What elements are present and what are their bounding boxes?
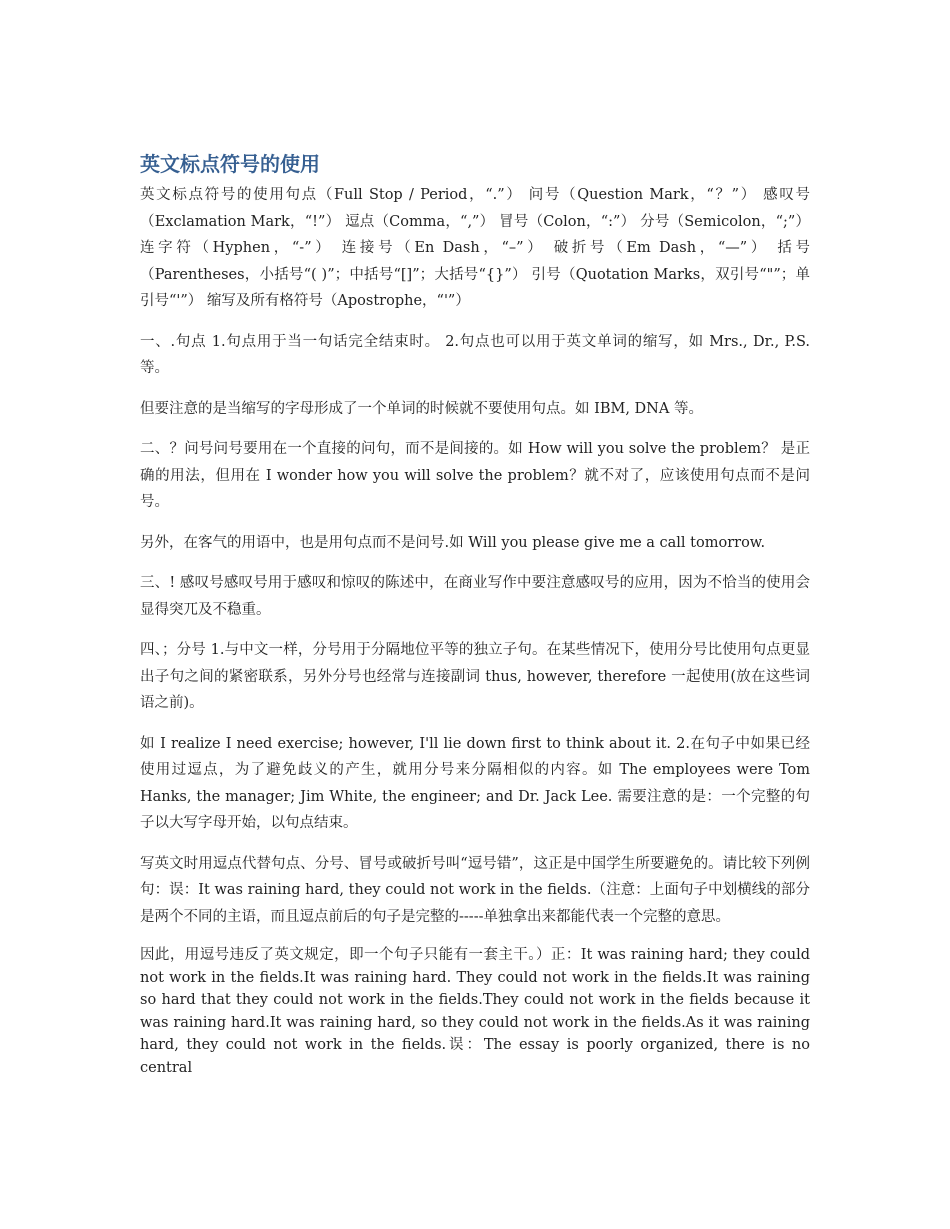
paragraph-intro: 英文标点符号的使用句点（Full Stop / Period，“.”） 问号（Question Mark，“？”） 感叹号（Exclamation Mark，“!”） 逗点（Comma，“,”） 冒号（Colon，“:”） 分号（Semicolon，“;”） 连字符（Hyphen，“-”） 连接号（En Dash，“–”） 破折号（Em Dash，“—”） 括号（Parentheses，小括号“( )”；中括号“[]”；大括号“{}”） 引号（Quotation Marks，双引号“"”；单引号“'”） 缩写及所有格符号（Apostrophe，“'”）	[140, 187, 810, 309]
paragraph-comma-correction: 因此，用逗号违反了英文规定，即一个句子只能有一套主干。）正：It was raining hard; they could not work in the fields.It was raining hard. They could not work in the fields.It was raining so hard that they could not work in the fields.They could not work in the fields because it was raining hard.It was raining hard, so they could not work in the fields.As it was raining hard, they could not work in the fields.误：The essay is poorly organized, there is no central	[140, 947, 810, 1076]
paragraph-semicolon-example: 如 I realize I need exercise; however, I'll lie down first to think about it. 2.在句子中如果已经使用过逗点，为了避免歧义的产生，就用分号来分隔相似的内容。如 The employees were Tom Hanks, the manager; Jim White, the engineer; and Dr. Jack Lee. 需要注意的是：一个完整的句子以大写字母开始，以句点结束。	[140, 735, 810, 831]
document-body	[140, 150, 810, 1093]
paragraph-exclamation: 三、! 感叹号感叹号用于感叹和惊叹的陈述中，在商业写作中要注意感叹号的应用，因为不恰当的使用会显得突兀及不稳重。	[140, 575, 810, 618]
paragraph-question-mark: 二、？问号问号要用在一个直接的问句，而不是间接的。如 How will you solve the problem？ 是正确的用法，但用在 I wonder how you will solve the problem？就不对了，应该使用句点而不是问号。	[140, 441, 810, 510]
paragraph-semicolon: 四、；分号 1.与中文一样，分号用于分隔地位平等的独立子句。在某些情况下，使用分号比使用句点更显出子句之间的紧密联系，另外分号也经常与连接副词 thus, however, therefore 一起使用(放在这些词语之前)。	[140, 642, 810, 711]
paragraph-comma-error: 写英文时用逗点代替句点、分号、冒号或破折号叫“逗号错”，这正是中国学生所要避免的。请比较下列例句：误：It was raining hard, they could not work in the fields.（注意：上面句子中划横线的部分是两个不同的主语，而且逗点前后的句子是完整的-----单独拿出来都能代表一个完整的意思。	[140, 855, 810, 925]
paragraph-period-note: 但要注意的是当缩写的字母形成了一个单词的时候就不要使用句点。如 IBM, DNA 等。	[140, 400, 703, 417]
paragraph-period: 一、.句点 1.句点用于当一句话完全结束时。 2.句点也可以用于英文单词的缩写，如 Mrs., Dr., P.S. 等。	[140, 333, 810, 376]
document-title: 英文标点符号的使用	[140, 152, 320, 176]
paragraph-question-note: 另外，在客气的用语中，也是用句点而不是问号.如 Will you please give me a call tomorrow.	[140, 534, 766, 551]
